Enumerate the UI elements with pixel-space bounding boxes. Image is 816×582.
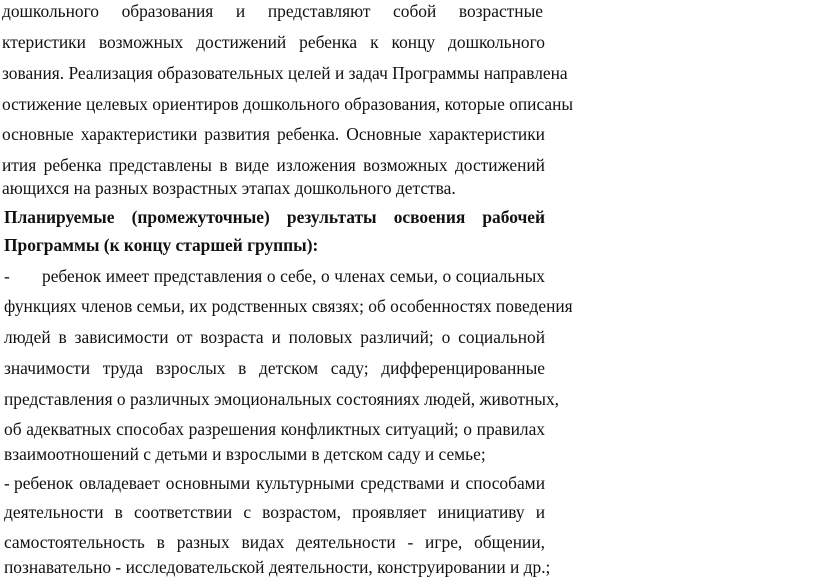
intro-line-7: ающихся на разных возрастных этапах дошкольного детства. xyxy=(2,178,456,198)
section-heading-line-2: Программы (к концу старшей группы): xyxy=(4,235,319,255)
list-item-2-line-3: самостоятельность в разных видах деятельности - игре, общении, xyxy=(4,532,545,552)
intro-line-2: ктеристики возможных достижений ребенка к концу дошкольного xyxy=(2,32,545,52)
list-item-1-marker: - xyxy=(4,266,10,286)
list-item-1-line-2: функциях членов семьи, их родственных связях; об особенностях поведения xyxy=(4,296,573,316)
intro-line-3: зования. Реализация образовательных целей и задач Программы направлена xyxy=(2,63,568,83)
list-item-2-line-4: познавательно - исследовательской деятельности, конструировании и др.; xyxy=(4,557,551,577)
list-item-1-line-5: представления о различных эмоциональных состояниях людей, животных, xyxy=(4,389,559,409)
list-item-1-line-3: людей в зависимости от возраста и половых различий; о социальной xyxy=(4,327,545,347)
list-item-1-line-6: об адекватных способах разрешения конфликтных ситуаций; о правилах xyxy=(4,419,545,439)
intro-line-4: остижение целевых ориентиров дошкольного образования, которые описаны xyxy=(2,94,574,114)
section-heading-line-1: Планируемые (промежуточные) результаты освоения рабочей xyxy=(4,207,545,227)
intro-line-6: ития ребенка представлены в виде изложения возможных достижений xyxy=(2,155,545,175)
list-item-2-line-2: деятельности в соответствии с возрастом, проявляет инициативу и xyxy=(4,502,545,522)
list-item-1-line-7: взаимоотношений с детьми и взрослыми в детском саду и семье; xyxy=(4,444,486,464)
intro-line-1: дошкольного образования и представляют собой возрастные xyxy=(2,1,543,21)
list-item-2-line-1: ребенок овладевает основными культурными средствами и способами xyxy=(14,473,545,493)
list-item-1-line-1: ребенок имеет представления о себе, о членах семьи, о социальных xyxy=(42,266,545,286)
list-item-2-marker: - xyxy=(4,473,10,493)
intro-line-5: основные характеристики развития ребенка. Основные характеристики xyxy=(2,124,545,144)
list-item-1-line-4: значимости труда взрослых в детском саду; дифференцированные xyxy=(4,358,545,378)
